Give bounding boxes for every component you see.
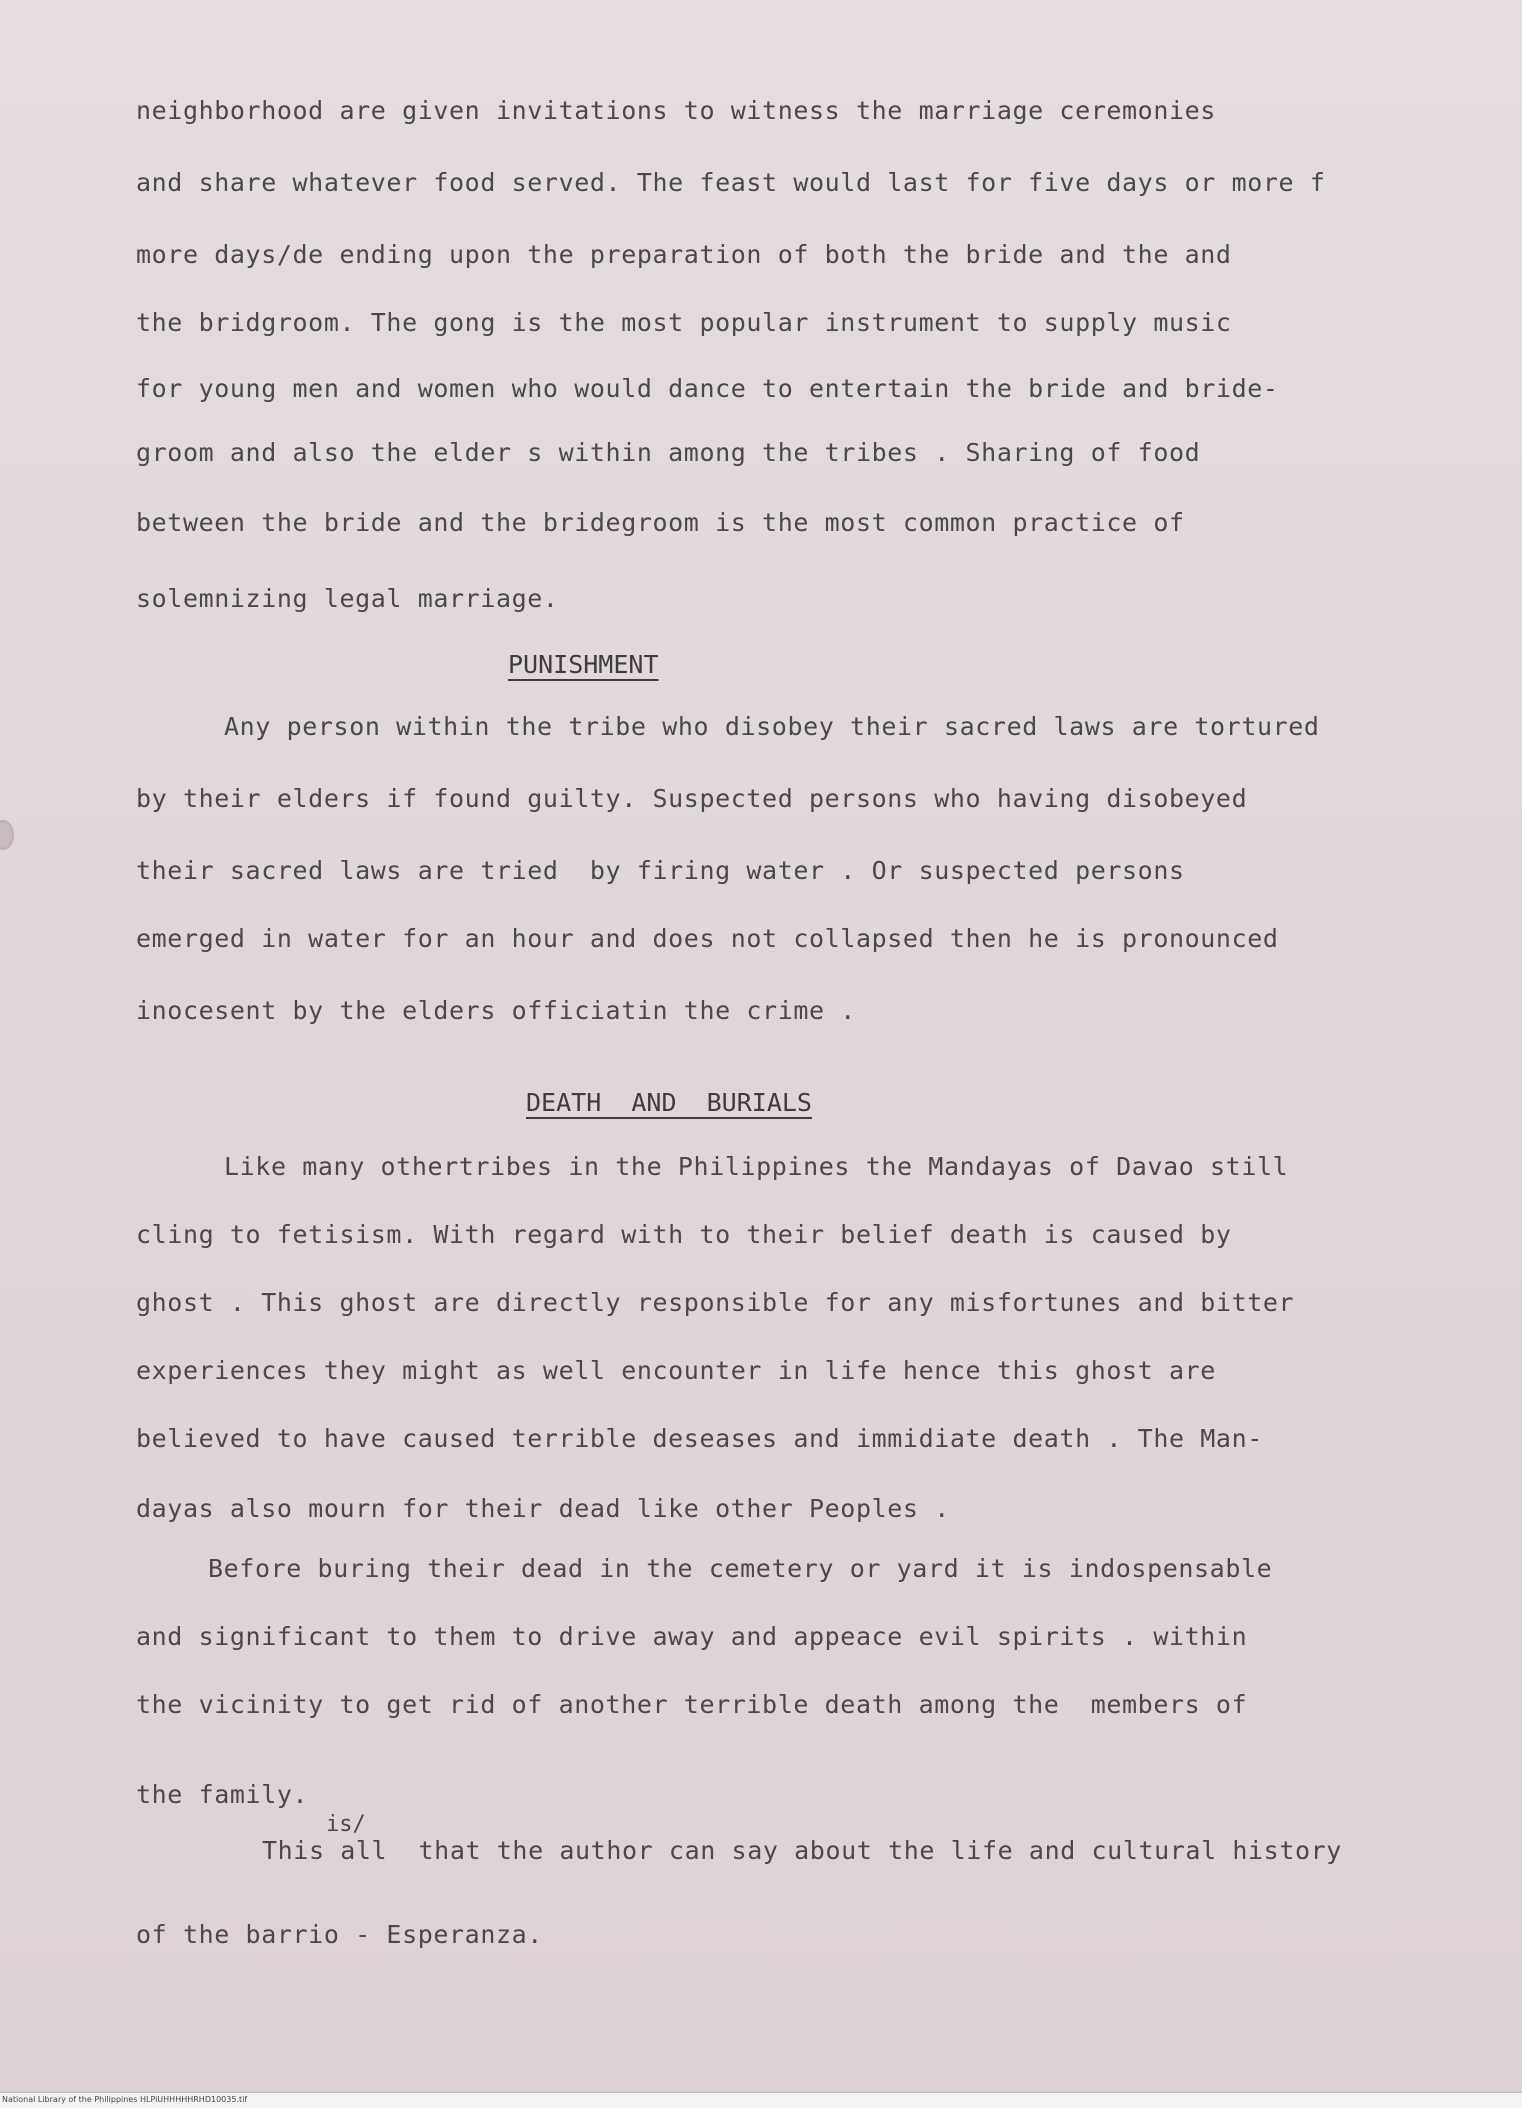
text-line: neighborhood are given invitations to witness the marriage ceremonies <box>136 96 1216 125</box>
text-line: the family. <box>136 1780 309 1809</box>
text-line: the vicinity to get rid of another terrible death among the members of <box>136 1690 1248 1719</box>
text-line: for young men and women who would dance to entertain the bride and bride- <box>136 374 1279 403</box>
text-line: and share whatever food served. The feast would last for five days or more f <box>136 168 1326 197</box>
text-line: Before buring their dead in the cemetery or yard it is indospensable <box>208 1554 1273 1583</box>
text-line: experiences they might as well encounter in life hence this ghost are <box>136 1356 1216 1385</box>
text-line: cling to fetisism. With regard with to their belief death is caused by <box>136 1220 1232 1249</box>
text-line: This all that the author can say about the life and cultural history <box>262 1836 1342 1865</box>
text-line: of the barrio - Esperanza. <box>136 1920 543 1949</box>
text-line: the bridgroom. The gong is the most popular instrument to supply music <box>136 308 1232 337</box>
section-heading-punishment: PUNISHMENT <box>508 650 659 679</box>
text-line: Like many othertribes in the Philippines the Mandayas of Davao still <box>224 1152 1289 1181</box>
text-line: more days/de ending upon the preparation of both the bride and the and <box>136 240 1232 269</box>
text-line: between the bride and the bridegroom is the most common practice of <box>136 508 1185 537</box>
text-line: Any person within the tribe who disobey their sacred laws are tortured <box>224 712 1320 741</box>
text-line: emerged in water for an hour and does not collapsed then he is pronounced <box>136 924 1279 953</box>
scan-footer: National Library of the Philippines HLPiUHHHHHRHD10035.tif <box>0 2092 1522 2108</box>
text-line: by their elders if found guilty. Suspected persons who having disobeyed <box>136 784 1248 813</box>
punch-hole <box>0 820 14 850</box>
text-line: believed to have caused terrible deseases and immidiate death . The Man- <box>136 1424 1263 1453</box>
handwritten-insert: is/ <box>326 1812 366 1837</box>
text-line: groom and also the elder s within among the tribes . Sharing of food <box>136 438 1201 467</box>
text-line: inocesent by the elders officiatin the crime . <box>136 996 856 1025</box>
section-heading-death-burials: DEATH AND BURIALS <box>526 1088 812 1117</box>
text-line: their sacred laws are tried by firing water . Or suspected persons <box>136 856 1185 885</box>
text-line: ghost . This ghost are directly responsible for any misfortunes and bitter <box>136 1288 1295 1317</box>
text-line: dayas also mourn for their dead like other Peoples . <box>136 1494 950 1523</box>
text-line: solemnizing legal marriage. <box>136 584 559 613</box>
text-line: and significant to them to drive away and appeace evil spirits . within <box>136 1622 1248 1651</box>
